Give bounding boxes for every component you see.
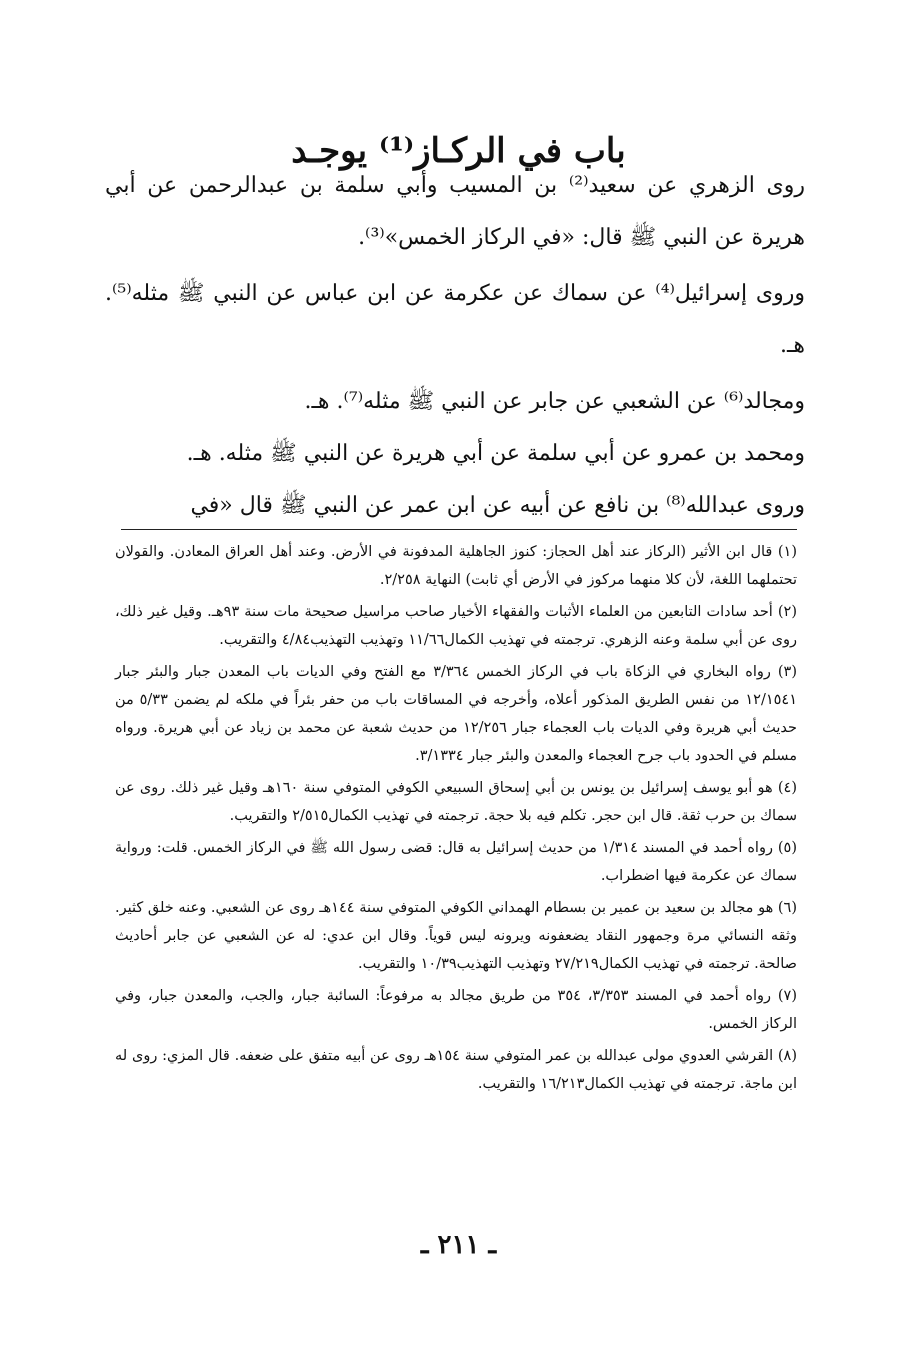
footnote: (١) قال ابن الأثير (الركاز عند أهل الحجاز: كنوز الجاهلية المدفونة في الأرض. وعند أهل العراق المعادن. والقولان تحتملهما اللغة، لأن كلا منهما مركوز في الأرض أي ثابت) النهاية ٢/٢٥٨. bbox=[115, 544, 797, 588]
main-paragraph: وروى إسرائيل⁽⁴⁾ عن سماك عن عكرمة عن ابن عباس عن النبي ﷺ مثله⁽⁵⁾. هـ. bbox=[105, 281, 805, 358]
footnote: (٦) هو مجالد بن سعيد بن عمير بن بسطام الهمداني الكوفي المتوفي سنة ١٤٤هـ روى عن الشعبي. وعنه خلق كثير. وثقه النسائي مرة وجمهور النقاد يضعفونه ويرونه ليس قوياً. وقال ابن عدي: له عن الشعبي عن جابر أحاديث صالحة. ترجمته في تهذيب الكمال٢٧/٢١٩ وتهذيب التهذيب١٠/٣٩ والتقريب. bbox=[115, 900, 798, 972]
main-text bbox=[105, 160, 805, 532]
footnote: (٣) رواه البخاري في الزكاة باب في الركاز الخمس ٣/٣٦٤ مع الفتح وفي الديات باب المعدن جبار والبئر جبار ١٢/١٥٤١ من نفس الطريق المذكور أعلاه، وأخرجه في المساقات باب من حفر بئراً في ملكه لم يضمن ٥/٣٣ من حديث أبي هريرة وفي الديات باب العجماء جبار ١٢/٢٥٦ من حديث شعبة عن محمد بن زياد عن أبي هريرة. ورواه مسلم في الحدود باب جرح العجماء والمعدن والبئر جبار ٣/١٣٣٤. bbox=[115, 664, 798, 764]
footnotes bbox=[115, 538, 797, 1102]
footnote: (٤) هو أبو يوسف إسرائيل بن يونس بن أبي إسحاق السبيعي الكوفي المتوفي سنة ١٦٠هـ وقيل غير ذلك. روى عن سماك بن حرب ثقة. قال ابن حجر. تكلم فيه بلا حجة. ترجمته في تهذيب الكمال٢/٥١٥ والتقريب. bbox=[115, 780, 798, 824]
main-paragraph: روى الزهري عن سعيد⁽²⁾ بن المسيب وأبي سلمة بن عبدالرحمن عن أبي هريرة عن النبي ﷺ قال: «في الركاز الخمس»⁽³⁾. bbox=[105, 173, 806, 250]
page-number: ـ ٢١١ ـ bbox=[420, 1230, 497, 1260]
footnote: (٨) القرشي العدوي مولى عبدالله بن عمر المتوفي سنة ١٥٤هـ روى عن أبيه متفق على ضعفه. قال المزي: روى له ابن ماجة. ترجمته في تهذيب الكمال١٦/٢١٣ والتقريب. bbox=[115, 1048, 797, 1092]
footnote: (٢) أحد سادات التابعين من العلماء الأثبات والفقهاء الأخيار صاحب مراسيل صحيحة مات سنة ٩٣هـ. وقيل غير ذلك، روى عن أبي سلمة وعنه الزهري. ترجمته في تهذيب الكمال١١/٦٦ وتهذيب التهذيب٤/٨٤ والتقريب. bbox=[115, 604, 798, 648]
main-paragraph: ومجالد⁽⁶⁾ عن الشعبي عن جابر عن النبي ﷺ مثله⁽⁷⁾. هـ. bbox=[304, 389, 805, 414]
footnote: (٧) رواه أحمد في المسند ٣/٣٥٣، ٣٥٤ من طريق مجالد به مرفوعاً: السائبة جبار، والجب، والمعدن جبار، وفي الركاز الخمس. bbox=[115, 988, 797, 1032]
footnote: (٥) رواه أحمد في المسند ١/٣١٤ من حديث إسرائيل به قال: قضى رسول الله ﷺ في الركاز الخمس. قلت: ورواية سماك عن عكرمة فيها اضطراب. bbox=[115, 840, 797, 884]
footnote-separator bbox=[121, 529, 797, 530]
main-paragraph: ومحمد بن عمرو عن أبي سلمة عن أبي هريرة عن النبي ﷺ مثله. هـ. bbox=[186, 441, 805, 466]
chapter-title: باب في الركـاز⁽¹⁾ يوجـد bbox=[291, 130, 626, 171]
main-paragraph: وروى عبدالله⁽⁸⁾ بن نافع عن أبيه عن ابن عمر عن النبي ﷺ قال «في bbox=[190, 493, 805, 518]
